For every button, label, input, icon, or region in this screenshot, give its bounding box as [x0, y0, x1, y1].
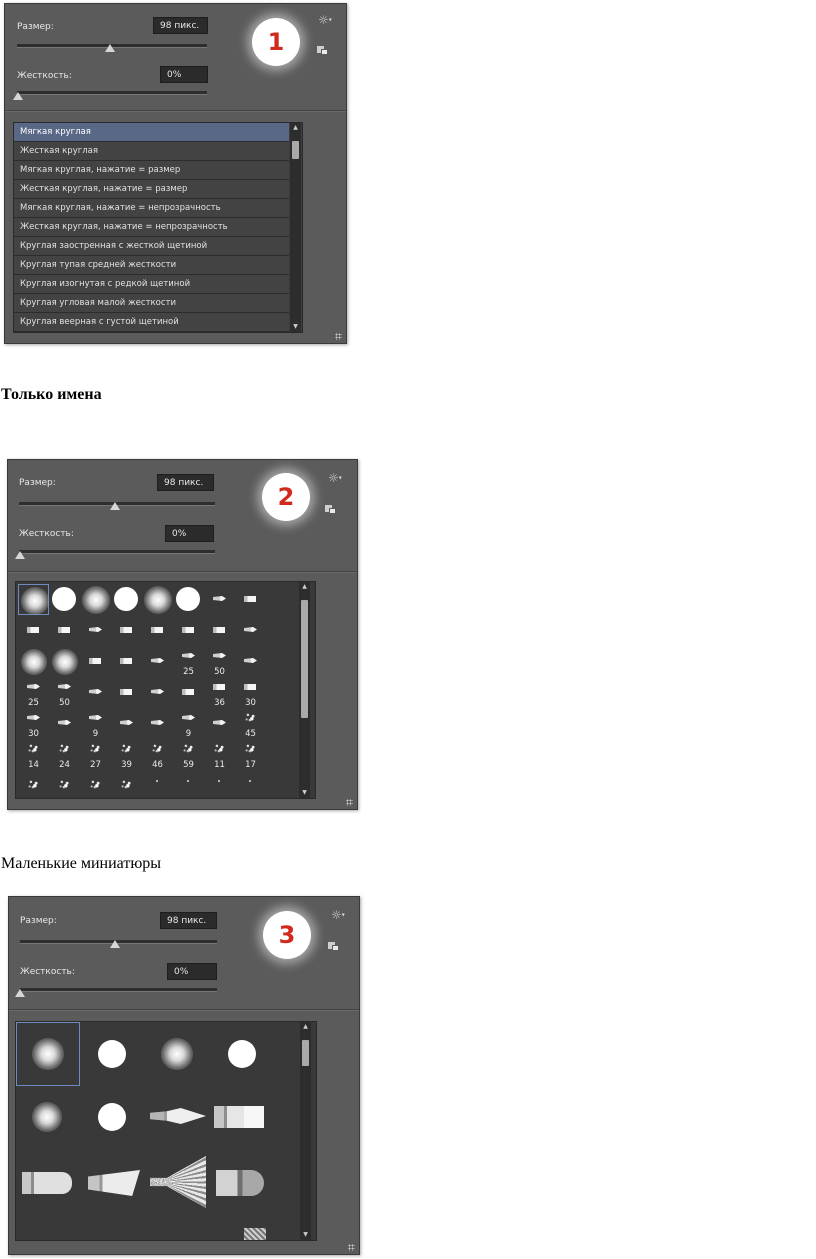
bristle-brush-thumbnail — [182, 653, 195, 658]
brush-thumbnail-cell[interactable] — [173, 770, 204, 799]
dot-brush-thumbnail — [156, 780, 158, 782]
brush-size-number: 39 — [121, 760, 132, 770]
soft-round-brush-thumbnail[interactable] — [32, 1038, 64, 1070]
soft-round-brush-thumbnail — [21, 587, 49, 615]
spatter-brush-thumbnail — [27, 742, 40, 755]
spatter-brush-thumbnail — [89, 742, 102, 755]
brush-thumbnail-cell[interactable] — [173, 739, 204, 770]
bristle-brush-thumbnail — [151, 720, 164, 725]
bristle-brush-thumbnail — [244, 627, 257, 632]
brush-thumbnail-cell[interactable] — [142, 615, 173, 646]
spatter-brush-thumbnail — [58, 778, 71, 791]
size-field[interactable]: 98 пикс. — [153, 17, 208, 34]
presets-icon[interactable] — [317, 46, 328, 55]
list-item[interactable]: Жесткая круглая, нажатие = размер — [14, 180, 289, 199]
brush-thumbnail-cell[interactable] — [18, 615, 49, 646]
brush-list-rows — [14, 123, 289, 332]
fan-brush-thumbnail[interactable] — [150, 1156, 206, 1208]
spatter-brush-thumbnail — [244, 742, 257, 755]
size-label: Размер: — [20, 916, 57, 926]
round-blunt-brush-thumbnail[interactable] — [22, 1172, 72, 1194]
grid-scrollbar[interactable] — [300, 1022, 311, 1240]
brush-thumbnail-cell[interactable] — [49, 677, 80, 708]
flat-brush-thumbnail — [151, 627, 163, 633]
list-item[interactable]: Жесткая круглая, нажатие = непрозрачность — [14, 218, 289, 237]
bristle-brush-thumbnail — [27, 684, 40, 689]
bristle-brush-thumbnail — [89, 627, 102, 632]
size-slider-thumb[interactable] — [105, 44, 115, 52]
grid-scrollbar[interactable] — [299, 582, 310, 798]
flat-brush-thumbnail — [120, 658, 132, 664]
brush-thumbnail-cell[interactable] — [235, 584, 266, 615]
brush-thumbnail-cell[interactable] — [49, 739, 80, 770]
gear-icon[interactable]: ☼▾ — [318, 13, 332, 27]
list-item[interactable]: Мягкая круглая, нажатие = непрозрачность — [14, 199, 289, 218]
gear-icon[interactable]: ☼▾ — [328, 471, 342, 485]
caption-small-thumbnails: Маленькие миниатюры — [1, 855, 162, 872]
list-item[interactable]: Жесткая круглая — [14, 142, 289, 161]
brush-size-number: 25 — [183, 667, 194, 677]
pointed-bristle-brush-thumbnail[interactable] — [150, 1108, 206, 1124]
brush-thumbnail-cell[interactable] — [111, 615, 142, 646]
hard-round-brush-thumbnail — [176, 587, 200, 611]
list-item[interactable]: Круглая угловая малой жесткости — [14, 294, 289, 313]
dot-brush-thumbnail — [218, 780, 220, 782]
bristle-brush-thumbnail — [27, 715, 40, 720]
resize-grip-icon[interactable] — [335, 333, 342, 340]
flat-brush-thumbnail — [58, 627, 70, 633]
flat-brush-thumbnail — [213, 627, 225, 633]
caption-names-only: Только имена — [1, 386, 102, 403]
presets-icon[interactable] — [328, 942, 339, 951]
brush-thumbnail-cell[interactable] — [80, 708, 111, 739]
spatter-brush-thumbnail — [27, 778, 40, 791]
hardness-field[interactable]: 0% — [165, 525, 214, 542]
flat-brush-thumbnail — [27, 627, 39, 633]
hard-round-brush-thumbnail[interactable] — [98, 1103, 126, 1131]
brush-thumbnail-cell[interactable] — [173, 615, 204, 646]
soft-round-brush-thumbnail — [144, 586, 172, 614]
size-field[interactable]: 98 пикс. — [157, 474, 214, 491]
scroll-thumb[interactable] — [301, 600, 308, 718]
bristle-brush-thumbnail — [89, 715, 102, 720]
divider — [9, 1009, 359, 1011]
brush-thumbnail-cell[interactable] — [80, 770, 111, 799]
step-badge: 3 — [263, 911, 311, 959]
brush-panel-large-thumbnails — [8, 896, 360, 1255]
hardness-slider-track[interactable] — [19, 550, 215, 554]
brush-size-number: 46 — [152, 760, 163, 770]
spatter-brush-thumbnail — [182, 742, 195, 755]
brush-thumbnail-cell[interactable] — [80, 739, 111, 770]
brush-size-number: 14 — [28, 760, 39, 770]
brush-thumbnail-cell[interactable] — [142, 677, 173, 708]
flat-brush-thumbnail — [120, 627, 132, 633]
brush-thumbnail-cell[interactable] — [80, 677, 111, 708]
brush-size-number: 30 — [245, 698, 256, 708]
flat-angled-brush-thumbnail[interactable] — [88, 1170, 140, 1196]
flat-brush-thumbnail — [182, 627, 194, 633]
spatter-brush-thumbnail — [120, 742, 133, 755]
brush-size-number: 50 — [59, 698, 70, 708]
brush-size-number: 17 — [245, 760, 256, 770]
brush-size-number: 30 — [28, 729, 39, 739]
hardness-field[interactable]: 0% — [167, 963, 217, 980]
bristle-brush-thumbnail — [182, 715, 195, 720]
brush-list — [13, 122, 303, 333]
thumbnail-cells — [16, 582, 276, 798]
step-badge: 2 — [262, 473, 310, 521]
brush-thumbnail-cell[interactable] — [142, 646, 173, 677]
brush-thumbnail-cell[interactable] — [111, 584, 142, 615]
brush-thumbnail-cell[interactable] — [235, 615, 266, 646]
flat-brush-thumbnail — [120, 689, 132, 695]
list-item[interactable]: Круглая веерная с густой щетиной — [14, 313, 289, 332]
list-item[interactable]: Круглая изогнутая с редкой щетиной — [14, 275, 289, 294]
brush-thumbnail-cell[interactable] — [142, 739, 173, 770]
bristle-brush-thumbnail — [58, 684, 71, 689]
bristle-brush-thumbnail — [151, 689, 164, 694]
brush-thumbnail-cell[interactable] — [142, 770, 173, 799]
bristle-brush-thumbnail — [213, 653, 226, 658]
scroll-down-icon[interactable]: ▼ — [303, 1231, 308, 1238]
flat-brush-thumbnail — [244, 684, 256, 690]
brush-large-thumbnail-grid — [15, 1021, 317, 1241]
brush-thumbnail-cell[interactable] — [204, 708, 235, 739]
brush-size-number: 45 — [245, 729, 256, 739]
hardness-slider-track[interactable] — [20, 988, 217, 992]
presets-icon[interactable] — [325, 505, 336, 514]
flat-brush-thumbnail — [213, 684, 225, 690]
soft-round-brush-thumbnail — [21, 649, 47, 675]
brush-thumbnail-cell[interactable] — [18, 708, 49, 739]
hardness-label: Жесткость: — [17, 71, 72, 81]
scroll-up-icon[interactable]: ▲ — [293, 124, 298, 131]
bristle-brush-thumbnail — [58, 720, 71, 725]
dot-brush-thumbnail — [249, 780, 251, 782]
brush-thumbnail-cell[interactable] — [49, 770, 80, 799]
spatter-brush-thumbnail — [151, 742, 164, 755]
brush-thumbnail-cell[interactable] — [80, 584, 111, 615]
resize-grip-icon[interactable] — [346, 799, 353, 806]
hardness-field[interactable]: 0% — [160, 66, 208, 83]
scroll-thumb[interactable] — [302, 1040, 309, 1066]
brush-thumbnail-cell[interactable] — [204, 646, 235, 677]
hard-round-brush-thumbnail[interactable] — [98, 1040, 126, 1068]
size-field[interactable]: 98 пикс. — [160, 912, 217, 929]
brush-size-number: 11 — [214, 760, 225, 770]
brush-thumbnail-cell[interactable] — [80, 615, 111, 646]
brush-thumbnail-cell[interactable] — [18, 770, 49, 799]
brush-size-number: 24 — [59, 760, 70, 770]
soft-round-brush-thumbnail[interactable] — [32, 1102, 62, 1132]
brush-thumbnail-cell[interactable] — [235, 677, 266, 708]
hardness-slider-thumb[interactable] — [13, 92, 23, 100]
brush-thumbnail-cell[interactable] — [18, 584, 49, 615]
brush-thumbnail-cell[interactable] — [204, 770, 235, 799]
brush-thumbnail-cell[interactable] — [111, 646, 142, 677]
brush-panel-names-only — [4, 3, 347, 344]
hardness-label: Жесткость: — [20, 967, 75, 977]
spatter-brush-thumbnail — [120, 778, 133, 791]
resize-grip-icon[interactable] — [348, 1244, 355, 1251]
flat-brush-thumbnail — [89, 658, 101, 664]
hardness-label: Жесткость: — [19, 529, 74, 539]
brush-thumbnail-cell[interactable] — [142, 584, 173, 615]
size-slider-thumb[interactable] — [110, 940, 120, 948]
hard-round-brush-thumbnail — [114, 587, 138, 611]
list-item[interactable]: Круглая заостренная с жесткой щетиной — [14, 237, 289, 256]
hardness-slider-track[interactable] — [17, 91, 207, 95]
brush-size-number: 25 — [28, 698, 39, 708]
soft-round-brush-thumbnail — [82, 586, 110, 614]
bristle-brush-thumbnail — [120, 720, 133, 725]
spatter-brush-thumbnail — [213, 742, 226, 755]
step-badge: 1 — [252, 18, 300, 66]
bristle-brush-thumbnail — [213, 720, 226, 725]
brush-thumbnail-cell[interactable] — [18, 739, 49, 770]
brush-thumbnail-cell[interactable] — [235, 739, 266, 770]
brush-thumbnail-cell[interactable] — [18, 677, 49, 708]
divider — [8, 571, 357, 573]
brush-size-number: 9 — [185, 729, 192, 739]
size-label: Размер: — [17, 22, 54, 32]
scroll-down-icon[interactable]: ▼ — [293, 323, 298, 330]
bristle-brush-thumbnail — [213, 596, 226, 601]
brush-thumbnail-cell[interactable] — [173, 584, 204, 615]
brush-thumbnail-cell[interactable] — [111, 770, 142, 799]
divider — [5, 110, 346, 112]
list-item[interactable]: Круглая тупая средней жесткости — [14, 256, 289, 275]
brush-thumbnail-cell[interactable] — [142, 708, 173, 739]
brush-thumbnail-cell[interactable] — [111, 708, 142, 739]
hard-round-brush-thumbnail[interactable] — [228, 1040, 256, 1068]
brush-thumbnail-cell[interactable] — [235, 770, 266, 799]
bristle-brush-thumbnail — [244, 658, 257, 663]
brush-size-number: 59 — [183, 760, 194, 770]
brush-thumbnail-cell[interactable] — [111, 739, 142, 770]
spatter-brush-thumbnail — [58, 742, 71, 755]
list-scrollbar[interactable] — [290, 123, 301, 332]
soft-round-brush-thumbnail — [52, 649, 78, 675]
brush-thumbnail-cell[interactable] — [204, 739, 235, 770]
hard-round-brush-thumbnail — [52, 587, 76, 611]
size-label: Размер: — [19, 478, 56, 488]
spatter-brush-thumbnail — [89, 778, 102, 791]
brush-thumbnail-cell[interactable] — [18, 646, 49, 677]
brush-thumbnail-cell[interactable] — [173, 646, 204, 677]
scroll-down-icon[interactable]: ▼ — [302, 789, 307, 796]
flat-brush-thumbnail — [182, 689, 194, 695]
spatter-brush-thumbnail — [244, 711, 257, 724]
brush-thumbnail-cell[interactable] — [173, 708, 204, 739]
flat-brush-thumbnail — [244, 596, 256, 602]
brush-size-number: 27 — [90, 760, 101, 770]
gear-icon[interactable]: ☼▾ — [331, 908, 345, 922]
brush-size-number: 50 — [214, 667, 225, 677]
filbert-brush-thumbnail[interactable] — [216, 1170, 264, 1196]
scroll-up-icon[interactable]: ▲ — [303, 1023, 308, 1030]
brush-thumbnail-cell[interactable] — [80, 646, 111, 677]
brush-thumbnail-cell[interactable] — [111, 677, 142, 708]
flat-bristle-brush-thumbnail[interactable] — [214, 1106, 264, 1128]
brush-thumbnail-grid — [15, 581, 316, 799]
hardness-slider-thumb[interactable] — [15, 551, 25, 559]
brush-thumbnail-cell[interactable] — [235, 646, 266, 677]
brush-thumbnail-cell[interactable] — [235, 708, 266, 739]
soft-round-brush-thumbnail[interactable] — [161, 1038, 193, 1070]
bristle-brush-thumbnail — [89, 689, 102, 694]
brush-thumbnail-cell[interactable] — [49, 708, 80, 739]
list-item[interactable]: Мягкая круглая, нажатие = размер — [14, 161, 289, 180]
list-item[interactable]: Мягкая круглая — [14, 123, 289, 142]
brush-thumbnail-cell[interactable] — [204, 615, 235, 646]
brush-thumbnail-cell[interactable] — [204, 677, 235, 708]
brush-thumbnail-partial[interactable] — [244, 1228, 266, 1240]
brush-thumbnail-cell[interactable] — [173, 677, 204, 708]
hardness-slider-thumb[interactable] — [15, 989, 25, 997]
brush-thumbnail-cell[interactable] — [204, 584, 235, 615]
brush-thumbnail-cell[interactable] — [49, 646, 80, 677]
brush-thumbnail-cell[interactable] — [49, 615, 80, 646]
bristle-brush-thumbnail — [151, 658, 164, 663]
brush-size-number: 9 — [92, 729, 99, 739]
brush-thumbnail-cell[interactable] — [49, 584, 80, 615]
dot-brush-thumbnail — [187, 780, 189, 782]
brush-size-number: 36 — [214, 698, 225, 708]
scroll-up-icon[interactable]: ▲ — [302, 583, 307, 590]
scroll-thumb[interactable] — [292, 141, 299, 159]
size-slider-thumb[interactable] — [110, 502, 120, 510]
brush-panel-small-thumbnails — [7, 459, 358, 810]
